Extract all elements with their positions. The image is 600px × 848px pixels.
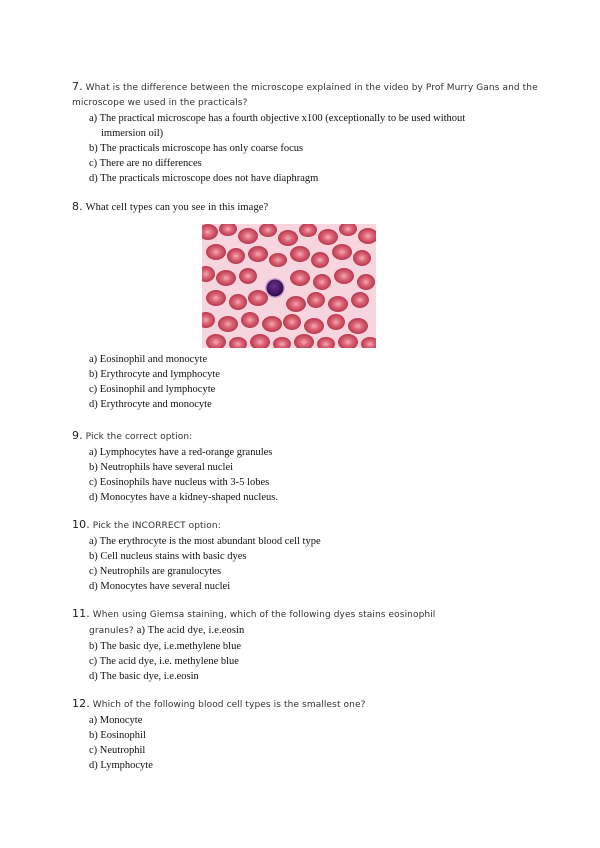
option-a[interactable]: a) Monocyte bbox=[89, 715, 143, 726]
option-a[interactable]: a) Eosinophil and monocyte bbox=[89, 354, 208, 365]
option-a[interactable]: a) The acid dye, i.e.eosin bbox=[136, 625, 245, 636]
option-text-continued: immersion oil) bbox=[101, 128, 164, 139]
question-number: 9. bbox=[72, 429, 83, 442]
question-text: What cell types can you see in this image? bbox=[85, 202, 269, 213]
option-d[interactable]: d) The practicals microscope does not have diaphragm bbox=[89, 173, 319, 184]
question-10 bbox=[72, 517, 542, 594]
option-c[interactable]: c) There are no differences bbox=[89, 158, 202, 169]
question-9-stem bbox=[72, 428, 542, 445]
question-text: When using Giemsa staining, which of the following dyes stains eosinophil bbox=[92, 610, 436, 620]
question-11-stem bbox=[72, 606, 542, 623]
option-d[interactable]: d) The basic dye, i.e.eosin bbox=[89, 671, 199, 682]
option-b[interactable]: b) The basic dye, i.e.methylene blue bbox=[89, 641, 242, 652]
option-d[interactable]: d) Lymphocyte bbox=[89, 760, 153, 771]
option-a[interactable]: a) The erythrocyte is the most abundant blood cell type bbox=[89, 536, 321, 547]
question-text: Which of the following blood cell types is the smallest one? bbox=[92, 700, 366, 710]
question-12-stem bbox=[72, 696, 542, 713]
question-number: 10. bbox=[72, 518, 90, 531]
question-number: 8. bbox=[72, 200, 83, 213]
option-a[interactable]: a) Lymphocytes have a red-orange granules bbox=[89, 447, 273, 458]
option-a[interactable] bbox=[72, 111, 542, 141]
question-text: Pick the correct option: bbox=[85, 432, 193, 442]
question-11-stem-continued bbox=[72, 623, 542, 639]
question-7 bbox=[72, 79, 542, 186]
question-8-stem bbox=[72, 199, 542, 216]
question-number: 7. bbox=[72, 80, 83, 93]
blood-smear-image bbox=[202, 224, 376, 348]
option-c[interactable]: c) Eosinophils have nucleus with 3-5 lobes bbox=[89, 477, 270, 488]
option-d[interactable]: d) Erythrocyte and monocyte bbox=[89, 399, 212, 410]
question-text-continued: granules? bbox=[89, 626, 134, 636]
question-7-stem bbox=[72, 79, 542, 111]
question-12 bbox=[72, 696, 542, 773]
option-text: a) The practical microscope has a fourth objective x100 (exceptionally to be used without bbox=[89, 113, 466, 124]
option-c[interactable]: c) Eosinophil and lymphocyte bbox=[89, 384, 216, 395]
question-11 bbox=[72, 606, 542, 684]
option-d[interactable]: d) Monocytes have several nuclei bbox=[89, 581, 231, 592]
option-b[interactable]: b) The practicals microscope has only coarse focus bbox=[89, 143, 304, 154]
question-9 bbox=[72, 428, 542, 505]
question-8-options bbox=[72, 352, 542, 412]
question-number: 12. bbox=[72, 697, 90, 710]
option-c[interactable]: c) The acid dye, i.e. methylene blue bbox=[89, 656, 239, 667]
question-number: 11. bbox=[72, 607, 90, 620]
question-text: Pick the INCORRECT option: bbox=[92, 521, 221, 531]
blood-smear-illustration bbox=[202, 224, 376, 348]
question-8 bbox=[72, 199, 542, 216]
question-text: What is the difference between the microscope explained in the video by Prof Murry Gans and the microscope we used in the practicals? bbox=[72, 83, 538, 108]
option-b[interactable]: b) Eosinophil bbox=[89, 730, 146, 741]
option-c[interactable]: c) Neutrophils are granulocytes bbox=[89, 566, 222, 577]
question-10-stem bbox=[72, 517, 542, 534]
option-b[interactable]: b) Cell nucleus stains with basic dyes bbox=[89, 551, 247, 562]
option-c[interactable]: c) Neutrophil bbox=[89, 745, 146, 756]
option-b[interactable]: b) Erythrocyte and lymphocyte bbox=[89, 369, 220, 380]
option-b[interactable]: b) Neutrophils have several nuclei bbox=[89, 462, 234, 473]
option-d[interactable]: d) Monocytes have a kidney-shaped nucleus. bbox=[89, 492, 278, 503]
